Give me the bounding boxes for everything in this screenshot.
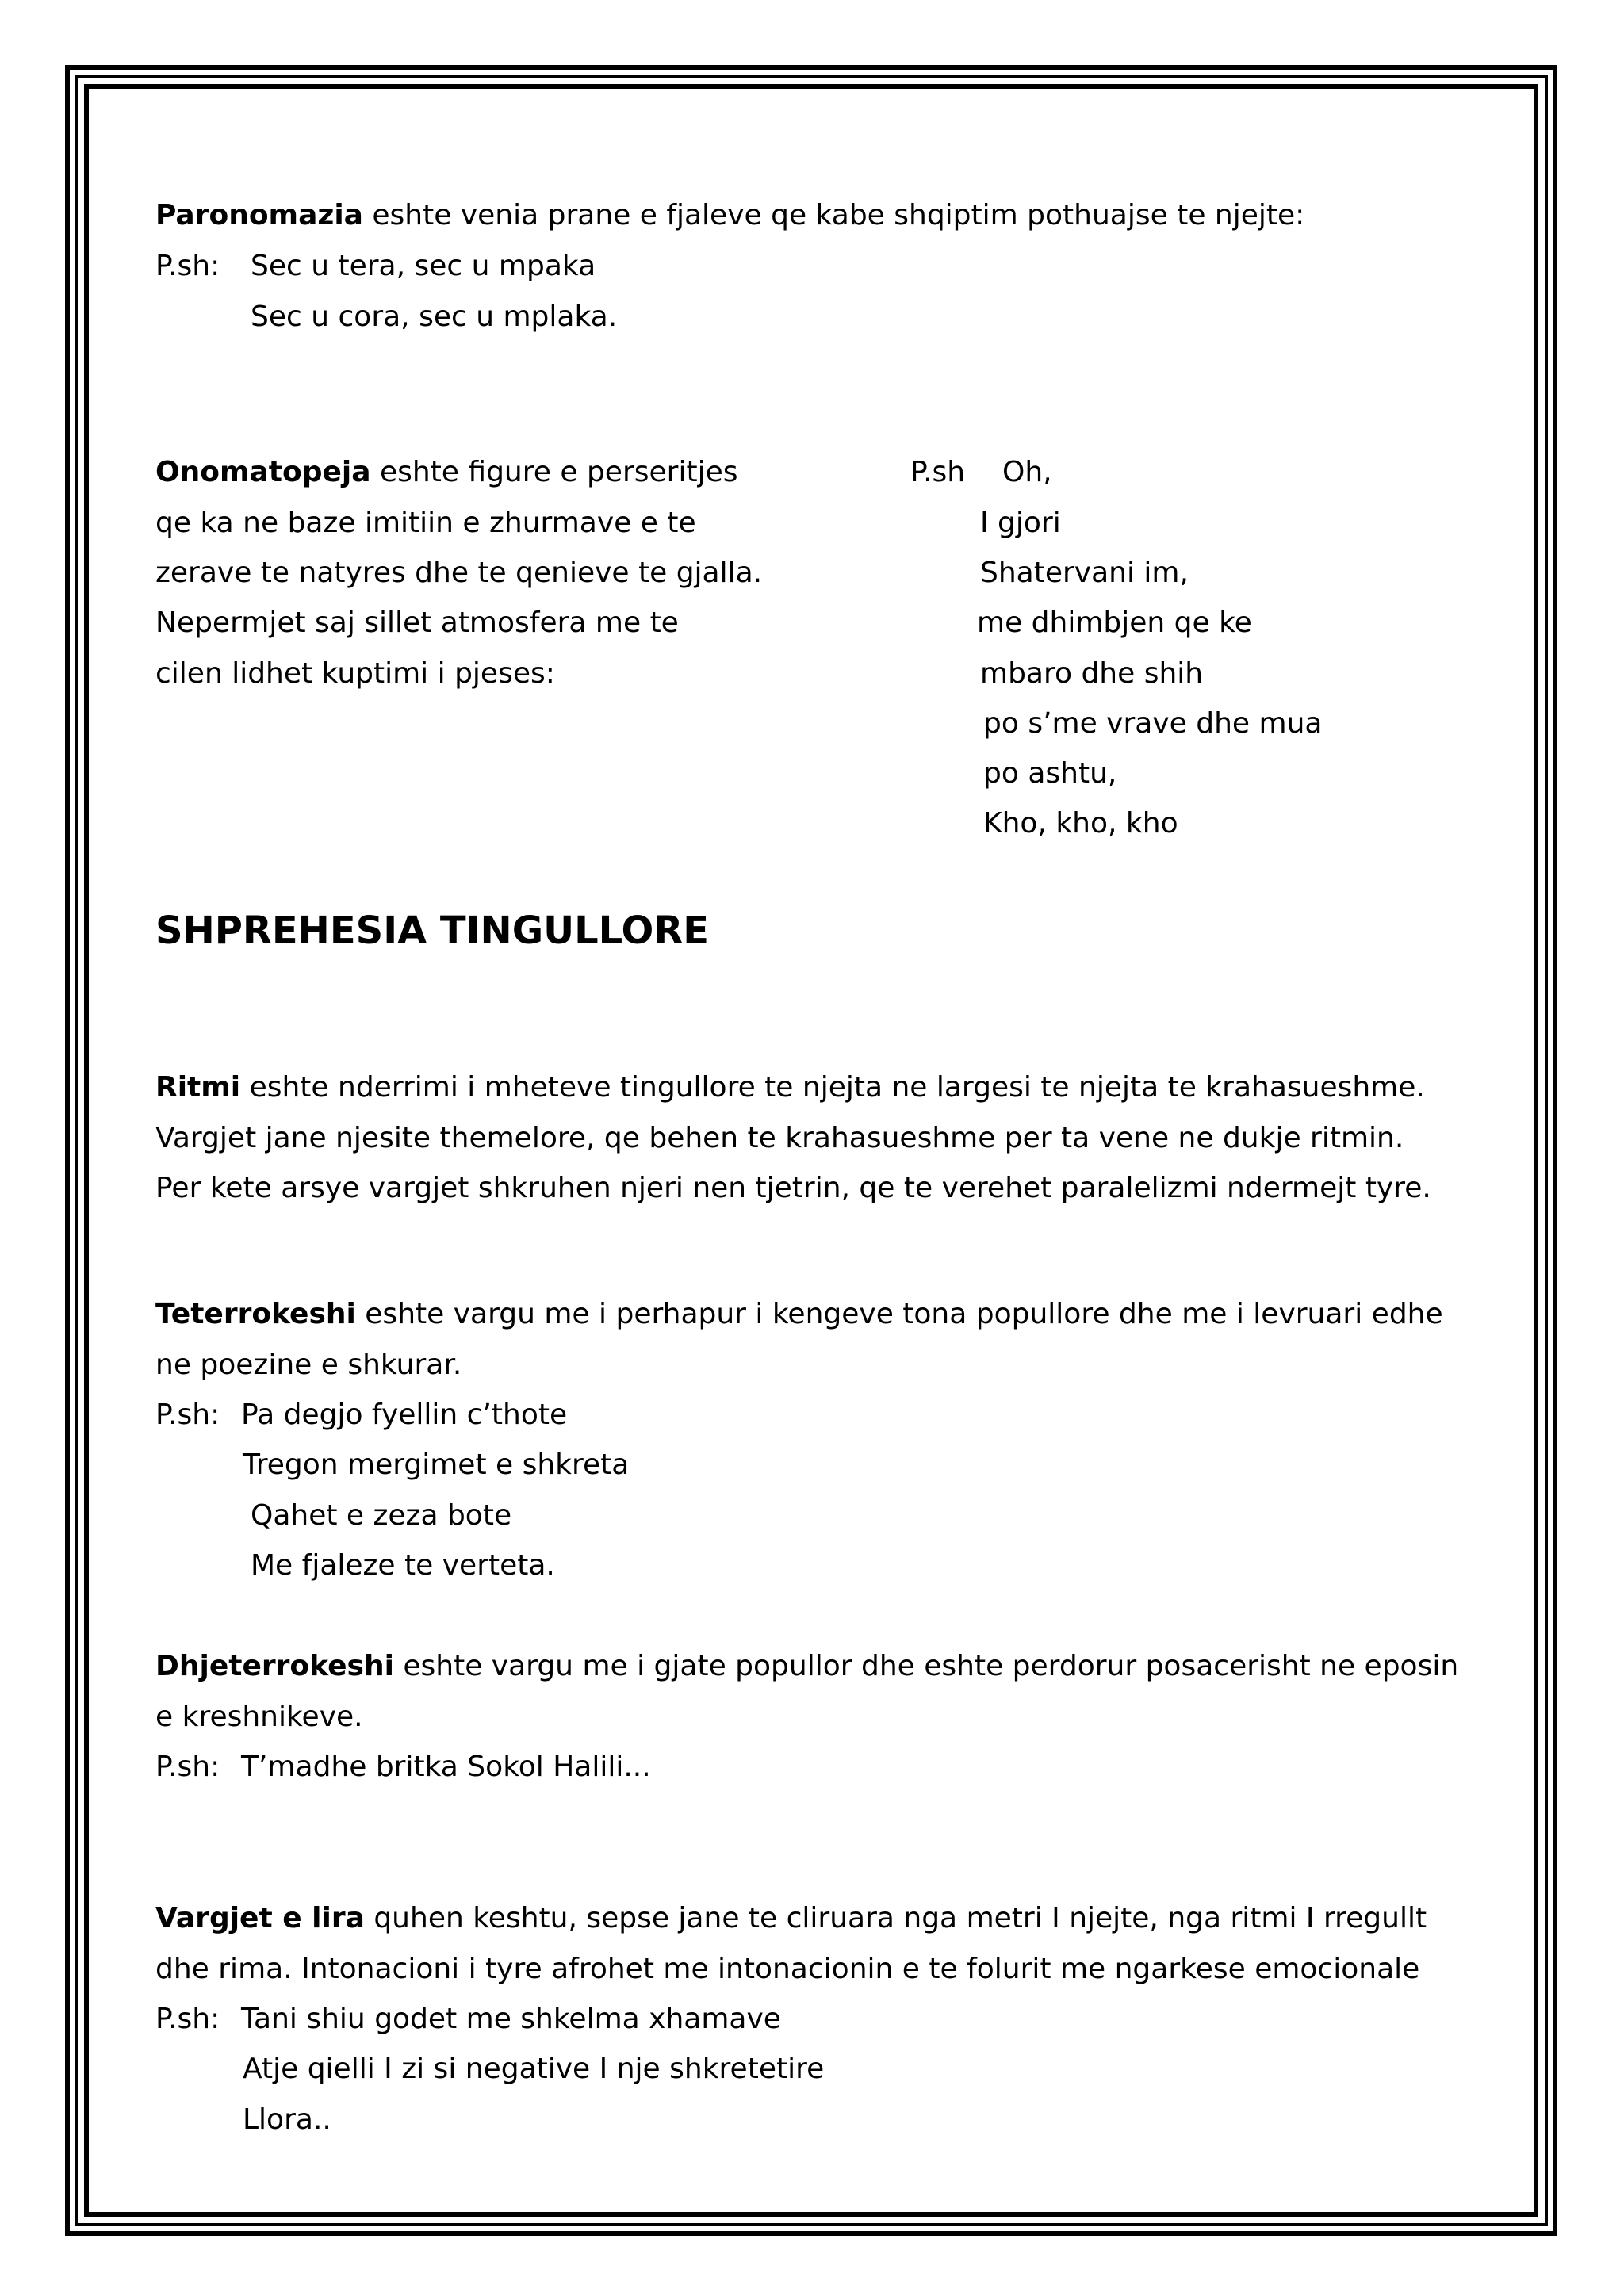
teterrokeshi-definition-text: eshte vargu me i perhapur i kengeve tona popullore dhe me i levruari edhe (355, 1298, 1443, 1330)
onomatopeja-example-line: po ashtu, (983, 757, 1117, 790)
vargjet-e-lira-definition-line: dhe rima. Intonacioni i tyre afrohet me intonacionin e te folurit me ngarkese emocionale (155, 1953, 1420, 1985)
ritmi-definition-line: Vargjet jane njesite themelore, qe behen te krahasueshme per ta vene ne dukje ritmin. (155, 1122, 1404, 1154)
onomatopeja-example-line: mbaro dhe shih (980, 657, 1204, 690)
vargjet-e-lira-example-prefix: P.sh: (155, 2003, 220, 2035)
paronomazia-definition (155, 198, 1304, 233)
vargjet-e-lira-example-line: Llora.. (243, 2103, 331, 2136)
section-heading: SHPREHESIA TINGULLORE (155, 909, 710, 953)
teterrokeshi-example-line: Qahet e zeza bote (251, 1499, 512, 1532)
vargjet-e-lira-term: Vargjet e lira (155, 1902, 365, 1934)
vargjet-e-lira-definition-text: quhen keshtu, sepse jane te cliruara nga metri I njejte, nga ritmi I rregullt (364, 1902, 1427, 1934)
onomatopeja-example-line: Kho, kho, kho (983, 807, 1178, 840)
teterrokeshi-example-line: Tregon mergimet e shkreta (243, 1448, 630, 1481)
vargjet-e-lira-example-line: Tani shiu godet me shkelma xhamave (241, 2003, 781, 2035)
onomatopeja-example-line: Shatervani im, (980, 557, 1189, 589)
onomatopeja-definition-line: qe ka ne baze imitiin e zhurmave e te (155, 507, 696, 539)
paronomazia-term: Paronomazia (155, 199, 363, 232)
dhjeterrokeshi-example-prefix: P.sh: (155, 1751, 220, 1783)
teterrokeshi-example-line: Me fjaleze te verteta. (251, 1549, 555, 1582)
dhjeterrokeshi-definition-line: e kreshnikeve. (155, 1701, 363, 1733)
vargjet-e-lira-definition (155, 1901, 1427, 1936)
ritmi-definition (155, 1070, 1425, 1105)
teterrokeshi-definition (155, 1297, 1443, 1332)
onomatopeja-example-line: I gjori (980, 507, 1061, 539)
onomatopeja-definition-line: Nepermjet saj sillet atmosfera me te (155, 607, 679, 639)
teterrokeshi-example-line: Pa degjo fyellin c’thote (241, 1399, 568, 1431)
onomatopeja-definition-line: zerave te natyres dhe te qenieve te gjalla. (155, 557, 763, 589)
teterrokeshi-example-prefix: P.sh: (155, 1399, 220, 1431)
paronomazia-example-prefix: P.sh: (155, 250, 220, 282)
onomatopeja-example-line: me dhimbjen qe ke (977, 607, 1252, 639)
dhjeterrokeshi-definition (155, 1649, 1458, 1684)
ritmi-definition-line: Per kete arsye vargjet shkruhen njeri nen tjetrin, qe te verehet paralelizmi ndermejt tyre. (155, 1172, 1431, 1204)
teterrokeshi-term: Teterrokeshi (155, 1298, 356, 1330)
paronomazia-example-line: Sec u tera, sec u mpaka (251, 250, 596, 282)
onomatopeja-definition-line: cilen lidhet kuptimi i pjeses: (155, 657, 555, 690)
onomatopeja-example-prefix: P.sh (910, 456, 966, 488)
ritmi-definition-text: eshte nderrimi i mheteve tingullore te njejta ne largesi te njejta te krahasueshme. (240, 1071, 1425, 1104)
onomatopeja-example-line: po s’me vrave dhe mua (983, 707, 1323, 740)
vargjet-e-lira-example-line: Atje qielli I zi si negative I nje shkretetire (243, 2053, 825, 2085)
paronomazia-example-line: Sec u cora, sec u mplaka. (251, 300, 618, 333)
dhjeterrokeshi-example-line: T’madhe britka Sokol Halili... (241, 1751, 651, 1783)
onomatopeja-definition (155, 455, 737, 490)
dhjeterrokeshi-term: Dhjeterrokeshi (155, 1650, 394, 1682)
onomatopeja-definition-text: eshte figure e perseritjes (370, 456, 738, 488)
onomatopeja-term: Onomatopeja (155, 456, 371, 488)
teterrokeshi-definition-line: ne poezine e shkurar. (155, 1349, 462, 1381)
paronomazia-definition-text: eshte venia prane e fjaleve qe kabe shqiptim pothuajse te njejte: (362, 199, 1305, 232)
onomatopeja-example-line: Oh, (1002, 456, 1052, 488)
dhjeterrokeshi-definition-text: eshte vargu me i gjate popullor dhe eshte perdorur posacerisht ne eposin (393, 1650, 1459, 1682)
ritmi-term: Ritmi (155, 1071, 241, 1104)
